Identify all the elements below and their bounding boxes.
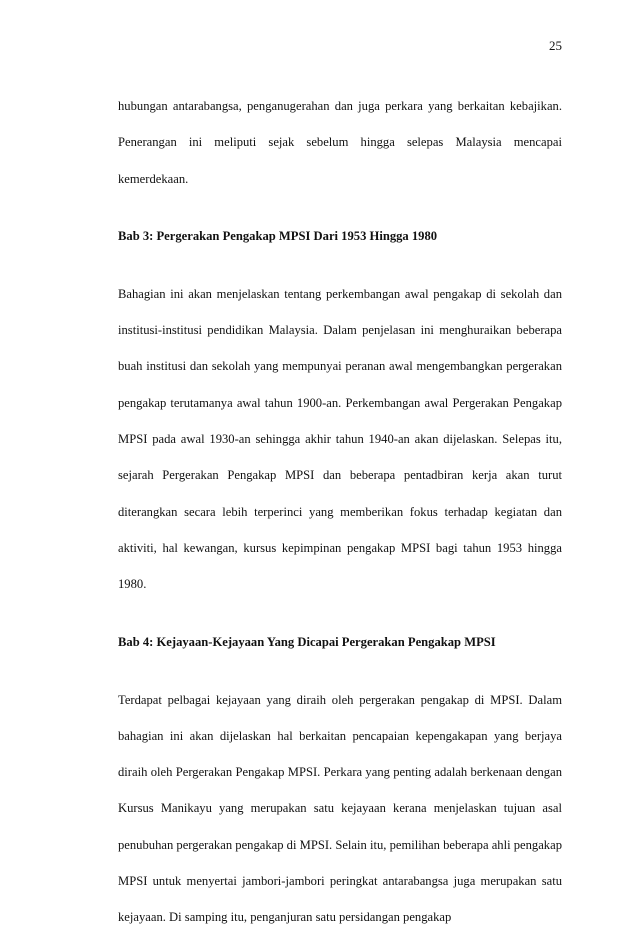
section-spacer [118,603,562,624]
bab3-heading: Bab 3: Pergerakan Pengakap MPSI Dari 1953 Hingga 1980 [118,228,438,243]
bab4-heading: Bab 4: Kejayaan-Kejayaan Yang Dicapai Pergerakan Pengakap MPSI [118,634,496,649]
section-spacer [118,660,562,682]
page-number: 25 [549,38,562,53]
intro-continuation-paragraph: hubungan antarabangsa, penganugerahan dan juga perkara yang berkaitan kebajikan. Penerangan ini meliputi sejak sebelum hingga selepas Malaysia mencapai kemerdekaan. [118,99,562,186]
section-spacer [118,254,562,276]
bab4-paragraph: Terdapat pelbagai kejayaan yang diraih oleh pergerakan pengakap di MPSI. Dalam bahagian ini akan dijelaskan hal berkaitan pencapaian kepengakapan yang berjaya diraih oleh Pergerakan Pengakap MPSI. Perkara yang penting adalah berkenaan dengan Kursus Manikayu yang merupakan satu kejayaan kerana menjelaskan tujuan asal penubuhan pergerakan pengakap di MPSI. Selain itu, pemilihan beberapa ahli pengakap MPSI untuk menyertai jambori-jambori peringkat antarabangsa juga merupakan satu kejayaan. Di samping itu, penganjuran satu persidangan pengakap [118,692,562,925]
bab3-paragraph: Bahagian ini akan menjelaskan tentang perkembangan awal pengakap di sekolah dan institusi-institusi pendidikan Malaysia. Dalam penjelasan ini menghuraikan beberapa buah institusi dan sekolah yang mempunyai peranan awal mengembangkan pergerakan pengakap terutamanya awal tahun 1900-an. Perkembangan awal Pergerakan Pengakap MPSI pada awal 1930-an sehingga akhir tahun 1940-an akan dijelaskan. Selepas itu, sejarah Pergerakan Pengakap MPSI dan beberapa pentadbiran kerja akan turut diterangkan secara lebih terperinci yang memberikan fokus terhadap kegiatan dan aktiviti, hal kewangan, kursus kepimpinan pengakap MPSI bagi tahun 1953 hingga 1980. [118,286,562,592]
section-spacer [118,197,562,218]
document-body [118,88,562,936]
